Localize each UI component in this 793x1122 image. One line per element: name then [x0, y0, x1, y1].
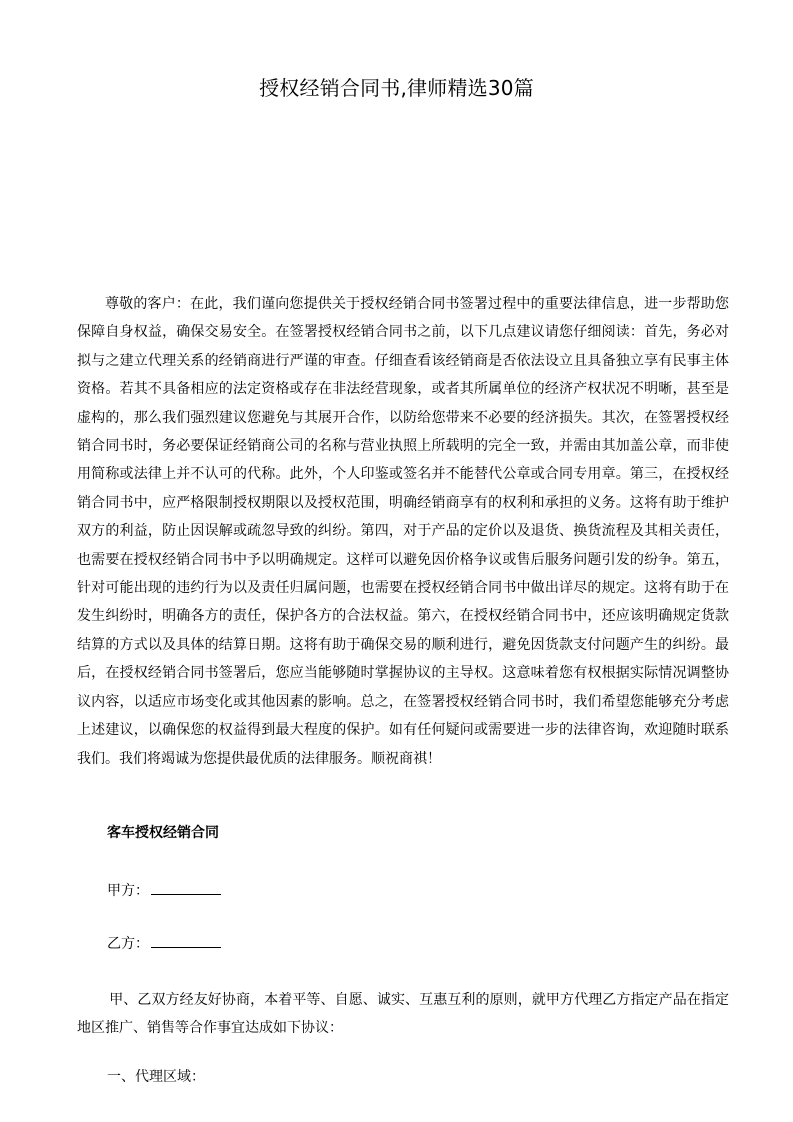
- intro-paragraph: 尊敬的客户：在此，我们谨向您提供关于授权经销合同书签署过程中的重要法律信息，进一步帮助您保障自身权益，确保交易安全。在签署授权经销合同书之前，以下几点建议请您仔细阅读：首先，务必对拟与之建立代理关系的经销商进行严谨的审查。仔细查看该经销商是否依法设立且具备独立享有民事主体资格。若其不具备相应的法定资格或存在非法经营现象，或者其所属单位的经济产权状况不明晰，甚至是虚构的，那么我们强烈建议您避免与其展开合作，以防给您带来不必要的经济损失。其次，在签署授权经销合同书时，务必要保证经销商公司的名称与营业执照上所载明的完全一致，并需由其加盖公章，而非使用简称或法律上并不认可的代称。此外，个人印鉴或签名并不能替代公章或合同专用章。第三，在授权经销合同书中，应严格限制授权期限以及授权范围，明确经销商享有的权利和承担的义务。这将有助于维护双方的利益，防止因误解或疏忽导致的纠纷。第四，对于产品的定价以及退货、换货流程及其相关责任，也需要在授权经销合同书中予以明确规定。这样可以避免因价格争议或售后服务问题引发的纷争。第五，针对可能出现的违约行为以及责任归属问题，也需要在授权经销合同书中做出详尽的规定。这将有助于在发生纠纷时，明确各方的责任，保护各方的合法权益。第六，在授权经销合同书中，还应该明确规定货款结算的方式以及具体的结算日期。这将有助于确保交易的顺利进行，避免因货款支付问题产生的纠纷。最后，在授权经销合同书签署后，您应当能够随时掌握协议的主导权。这意味着您有权根据实际情况调整协议内容，以适应市场变化或其他因素的影响。总之，在签署授权经销合同书时，我们希望您能够充分考虑上述建议，以确保您的权益得到最大程度的保护。如有任何疑问或需要进一步的法律咨询，欢迎随时联系我们。我们将竭诚为您提供最优质的法律服务。顺祝商祺！: [77, 296, 729, 767]
- party-b-label: 乙方：: [107, 936, 149, 952]
- agreement-paragraph: 甲、乙双方经友好协商，本着平等、自愿、诚实、互惠互利的原则，就甲方代理乙方指定产品在指定地区推广、销售等合作事宜达成如下协议：: [77, 992, 729, 1037]
- page-title: 授权经销合同书,律师精选30篇: [259, 76, 534, 100]
- party-a-blank: [151, 880, 221, 895]
- party-b-line: [107, 933, 221, 954]
- section-heading: 客车授权经销合同: [107, 825, 219, 841]
- party-b-blank: [151, 933, 221, 948]
- clause-1-heading: 一、代理区域：: [107, 1069, 205, 1085]
- party-a-label: 甲方：: [107, 883, 149, 899]
- party-a-line: [107, 880, 221, 901]
